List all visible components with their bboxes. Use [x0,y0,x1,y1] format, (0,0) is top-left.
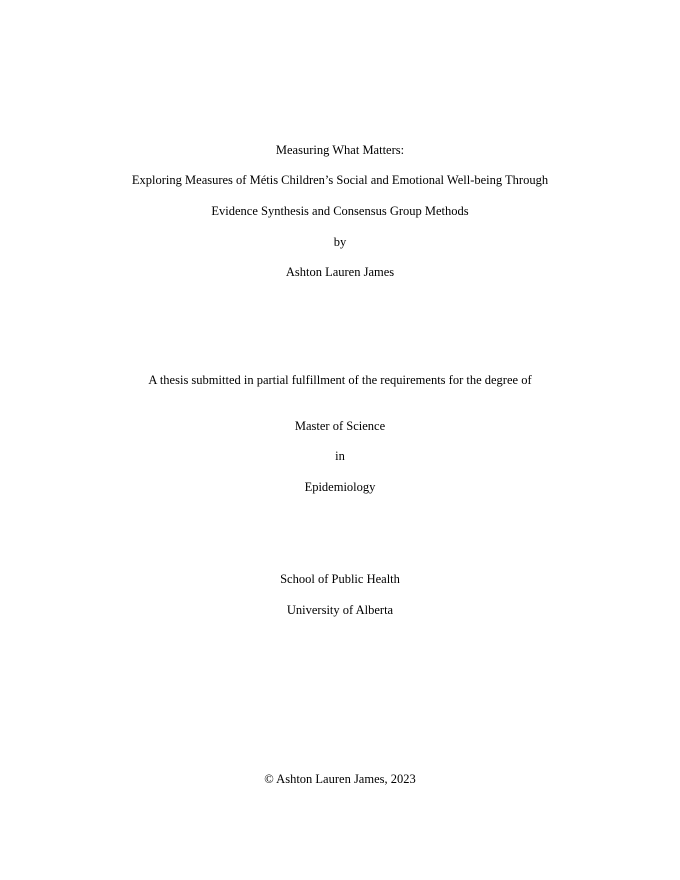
copyright-notice: © Ashton Lauren James, 2023 [264,772,416,786]
field-of-study: Epidemiology [304,480,376,494]
university-name: University of Alberta [286,603,394,617]
degree-name: Master of Science [294,419,386,433]
title-line-2: Exploring Measures of Métis Children’s Social and Emotional Well-being Through [131,173,549,187]
author-name: Ashton Lauren James [285,265,395,279]
title-line-1: Measuring What Matters: [275,143,405,157]
title-line-3: Evidence Synthesis and Consensus Group Methods [211,204,469,218]
in-label: in [335,449,345,463]
by-label: by [333,235,347,249]
school-name: School of Public Health [280,572,400,586]
submission-statement: A thesis submitted in partial fulfillment of the requirements for the degree of [148,373,532,387]
